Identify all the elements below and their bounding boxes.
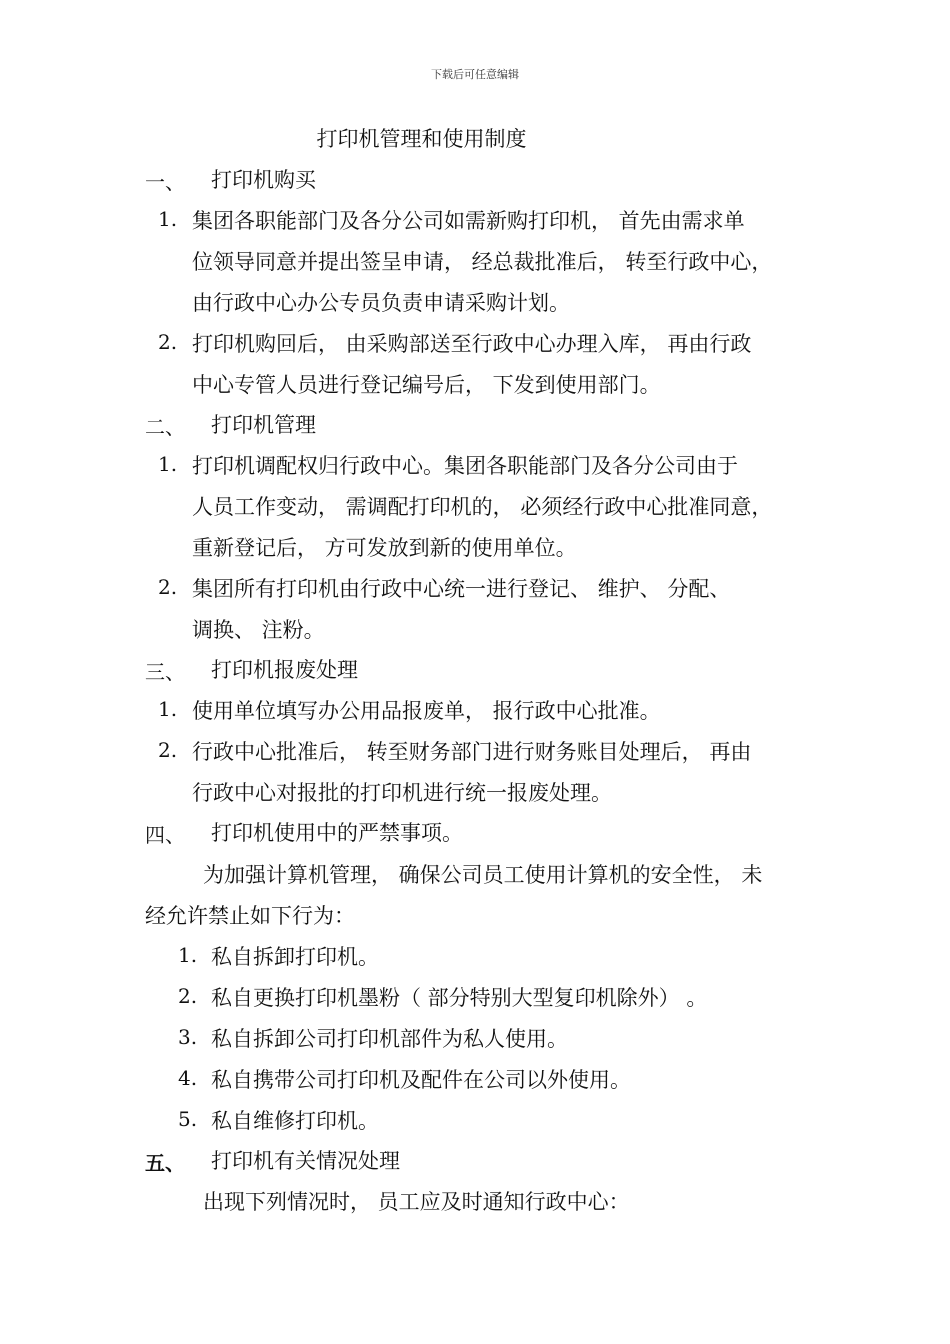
s2-item-1-line-3: 重新登记后， 方可发放到新的使用单位。 — [192, 536, 577, 560]
s5-paragraph-line-1: 出现下列情况时， 员工应及时通知行政中心： — [203, 1190, 630, 1214]
s1-item-1-line-3: 由行政中心办公专员负责申请采购计划。 — [192, 291, 570, 315]
section-1-number: 一、 — [145, 170, 185, 194]
s2-item-1-line-2: 人员工作变动， 需调配打印机的， 必须经行政中心批准同意， — [192, 495, 773, 519]
document-title: 打印机管理和使用制度 — [316, 127, 527, 151]
s1-item-1-line-2: 位领导同意并提出签呈申请， 经总裁批准后， 转至行政中心， — [192, 250, 773, 274]
section-2-title: 打印机管理 — [211, 413, 316, 437]
s4-item-1-number: 1. — [178, 943, 198, 967]
s1-item-2-line-2: 中心专管人员进行登记编号后， 下发到使用部门。 — [192, 373, 661, 397]
s4-item-3-text: 私自拆卸公司打印机部件为私人使用。 — [211, 1027, 568, 1051]
s4-item-4-number: 4. — [178, 1066, 198, 1090]
s3-item-1-number: 1. — [158, 697, 178, 721]
s1-item-2-number: 2. — [158, 330, 178, 354]
s3-item-2-number: 2. — [158, 738, 178, 762]
s2-item-1-line-1: 打印机调配权归行政中心。集团各职能部门及各分公司由于 — [192, 454, 738, 478]
s4-item-5-number: 5. — [178, 1107, 198, 1131]
section-4-number: 四、 — [145, 823, 185, 847]
s2-item-2-line-2: 调换、 注粉。 — [192, 618, 325, 642]
s1-item-1-number: 1. — [158, 207, 178, 231]
s1-item-1-line-1: 集团各职能部门及各分公司如需新购打印机， 首先由需求单 — [192, 209, 745, 233]
s2-item-1-number: 1. — [158, 452, 178, 476]
s3-item-1-line-1: 使用单位填写办公用品报废单， 报行政中心批准。 — [192, 699, 661, 723]
section-3-title: 打印机报废处理 — [211, 658, 358, 682]
section-5-title: 打印机有关情况处理 — [211, 1149, 400, 1173]
s2-item-2-line-1: 集团所有打印机由行政中心统一进行登记、 维护、 分配、 — [192, 577, 731, 601]
s4-item-4-text: 私自携带公司打印机及配件在公司以外使用。 — [211, 1068, 631, 1092]
section-2-number: 二、 — [145, 415, 185, 439]
s3-item-2-line-2: 行政中心对报批的打印机进行统一报废处理。 — [192, 781, 612, 805]
section-5-number: 五、 — [145, 1151, 185, 1175]
s1-item-2-line-1: 打印机购回后， 由采购部送至行政中心办理入库， 再由行政 — [192, 332, 752, 356]
header-note: 下载后可任意编辑 — [431, 68, 519, 81]
s4-paragraph-line-2: 经允许禁止如下行为： — [145, 904, 355, 928]
s4-item-2-text: 私自更换打印机墨粉（ 部分特别大型复印机除外） 。 — [211, 986, 708, 1010]
s3-item-2-line-1: 行政中心批准后， 转至财务部门进行财务账目处理后， 再由 — [192, 740, 752, 764]
s4-item-5-text: 私自维修打印机。 — [211, 1109, 379, 1133]
s4-item-1-text: 私自拆卸打印机。 — [211, 945, 379, 969]
section-3-number: 三、 — [145, 660, 185, 684]
s4-item-2-number: 2. — [178, 984, 198, 1008]
s4-paragraph-line-1: 为加强计算机管理， 确保公司员工使用计算机的安全性， 未 — [203, 863, 763, 887]
s4-item-3-number: 3. — [178, 1025, 198, 1049]
section-1-title: 打印机购买 — [211, 168, 316, 192]
section-4-title: 打印机使用中的严禁事项。 — [211, 821, 463, 845]
s2-item-2-number: 2. — [158, 575, 178, 599]
